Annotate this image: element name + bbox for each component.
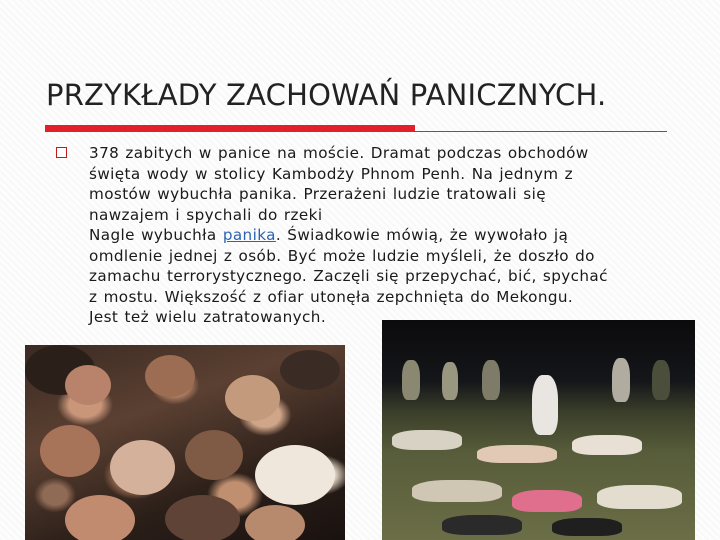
title-underline-rule <box>45 131 667 132</box>
photo-detail <box>532 375 558 435</box>
text-line: Jest też wielu zatratowanych. <box>89 308 327 326</box>
text-line: omdlenie jednej z osób. Być może ludzie myśleli, że doszło do <box>89 246 595 265</box>
photo-detail <box>40 425 100 477</box>
photo-detail <box>477 445 557 463</box>
bullet-square-icon <box>56 147 67 158</box>
photo-detail <box>482 360 500 400</box>
photo-detail <box>165 495 240 540</box>
photo-detail <box>552 518 622 536</box>
text-fragment: Nagle wybuchła <box>89 226 223 244</box>
text-line: mostów wybuchła panika. Przerażeni ludzie tratowali się <box>89 185 546 203</box>
photo-detail <box>572 435 642 455</box>
text-line-with-link <box>89 225 689 246</box>
bullet-text <box>89 143 689 328</box>
victims-street-photo <box>382 320 695 540</box>
photo-detail <box>110 440 175 495</box>
photo-detail <box>652 360 670 400</box>
photo-detail <box>442 362 458 400</box>
photo-detail <box>280 350 340 390</box>
text-line: 378 zabitych w panice na moście. Dramat podczas obchodów <box>89 144 589 162</box>
photo-detail <box>65 495 135 540</box>
photo-detail <box>402 360 420 400</box>
panika-link[interactable]: panika <box>222 226 276 244</box>
slide-title: PRZYKŁADY ZACHOWAŃ PANICZNYCH. <box>46 78 607 112</box>
photo-detail <box>225 375 280 421</box>
photo-detail <box>255 445 335 505</box>
text-line: z mostu. Większość z ofiar utonęła zepchnięta do Mekongu. <box>89 287 574 306</box>
photo-detail <box>392 430 462 450</box>
text-line: święta wody w stolicy Kambodży Phnom Penh. Na jednym z <box>89 164 574 183</box>
photo-detail <box>65 365 111 405</box>
photo-detail <box>245 505 305 540</box>
crowd-panic-photo <box>25 345 345 540</box>
text-fragment: . Świadkowie mówią, że wywołało ją <box>275 226 569 244</box>
photo-detail <box>185 430 243 480</box>
photo-detail <box>612 358 630 402</box>
photo-detail <box>442 515 522 535</box>
photo-detail <box>512 490 582 512</box>
photo-detail <box>145 355 195 397</box>
photo-detail <box>597 485 682 509</box>
text-line: nawzajem i spychali do rzeki <box>89 205 323 224</box>
photo-detail <box>412 480 502 502</box>
text-line: zamachu terrorystycznego. Zaczęli się przepychać, bić, spychać <box>89 267 608 285</box>
